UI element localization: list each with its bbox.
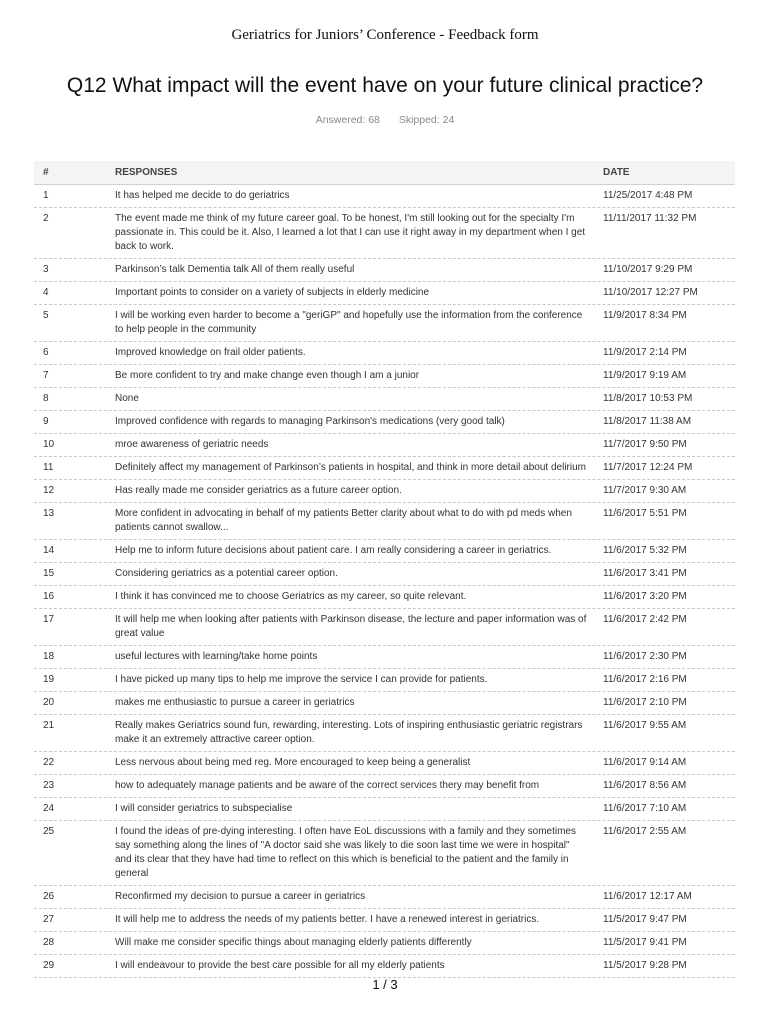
row-response: I found the ideas of pre-dying interesting. I often have EoL discussions with a family and they sometimes say something along the lines of "A doctor said she was likely to die soon last time we were in hospital" and its clear that they have had time to reflect on this which is beneficial to the patient and the family in general [115,826,576,879]
table-header [34,161,735,185]
row-date: 11/6/2017 12:17 AM [603,891,692,902]
row-response: None [115,393,139,404]
row-response: I have picked up many tips to help me improve the service I can provide for patients. [115,674,488,685]
table-row [34,305,735,342]
row-response: I will be working even harder to become a "geriGP" and hopefully use the information from the conference to help people in the community [115,310,583,335]
row-response: I will consider geriatrics to subspecialise [115,803,293,814]
row-date: 11/6/2017 9:55 AM [603,720,687,731]
row-date: 11/6/2017 3:20 PM [603,591,687,602]
table-row [34,540,735,563]
row-date: 11/9/2017 8:34 PM [603,310,687,321]
row-number: 26 [43,891,55,902]
row-response: Help me to inform future decisions about patient care. I am really considering a career in geriatrics. [115,545,552,556]
table-row [34,411,735,434]
table-row [34,282,735,305]
row-date: 11/10/2017 12:27 PM [603,287,698,298]
row-number: 10 [43,439,55,450]
table-row [34,955,735,978]
row-number: 14 [43,545,55,556]
question-title: Q12 What impact will the event have on your future clinical practice? [66,74,704,97]
table-body [34,185,735,978]
table-row [34,365,735,388]
table-row [34,434,735,457]
row-date: 11/7/2017 9:50 PM [603,439,687,450]
row-number: 9 [43,416,49,427]
row-response: Be more confident to try and make change even though I am a junior [115,370,420,381]
row-number: 25 [43,826,55,837]
row-response: The event made me think of my future career goal. To be honest, I'm still looking out for the specialty I'm passionate in. This could be it. Also, I learned a lot that I can use it right away in my department when I get back to work. [115,213,586,252]
row-response: Improved knowledge on frail older patients. [115,347,306,358]
row-number: 13 [43,508,55,519]
row-number: 12 [43,485,55,496]
row-number: 17 [43,614,55,625]
row-number: 6 [43,347,49,358]
row-number: 4 [43,287,49,298]
row-response: Important points to consider on a variety of subjects in elderly medicine [115,287,430,298]
row-date: 11/6/2017 9:14 AM [603,757,687,768]
row-number: 16 [43,591,55,602]
row-response: Considering geriatrics as a potential career option. [115,568,338,579]
table-row [34,609,735,646]
column-header-number: # [43,167,49,178]
row-response: More confident in advocating in behalf of my patients Better clarity about what to do with pd meds when patients cannot swallow... [115,508,572,533]
row-number: 29 [43,960,55,971]
table-row [34,503,735,540]
row-number: 20 [43,697,55,708]
table-row [34,646,735,669]
table-row [34,563,735,586]
table-row [34,909,735,932]
row-date: 11/6/2017 2:10 PM [603,697,687,708]
row-date: 11/8/2017 11:38 AM [603,416,692,427]
row-date: 11/9/2017 9:19 AM [603,370,687,381]
row-response: I think it has convinced me to choose Geriatrics as my career, so quite relevant. [115,591,467,602]
row-date: 11/10/2017 9:29 PM [603,264,693,275]
row-date: 11/5/2017 9:47 PM [603,914,687,925]
row-number: 15 [43,568,55,579]
row-number: 28 [43,937,55,948]
row-date: 11/7/2017 12:24 PM [603,462,693,473]
row-number: 18 [43,651,55,662]
row-date: 11/6/2017 8:56 AM [603,780,687,791]
row-date: 11/5/2017 9:41 PM [603,937,687,948]
row-number: 7 [43,370,49,381]
row-response: Has really made me consider geriatrics as a future career option. [115,485,402,496]
row-response: Really makes Geriatrics sound fun, rewarding, interesting. Lots of inspiring enthusiastic geriatric registrars make it an extremely attractive career option. [115,720,583,745]
row-number: 5 [43,310,49,321]
row-response: I will endeavour to provide the best care possible for all my elderly patients [115,960,445,971]
table-row [34,752,735,775]
row-response: useful lectures with learning/take home points [115,651,318,662]
table-row [34,208,735,259]
row-response: It will help me when looking after patients with Parkinson disease, the lecture and paper information was of great value [115,614,587,639]
page-number: 1 / 3 [372,977,398,992]
table-row [34,932,735,955]
table-row [34,692,735,715]
row-number: 3 [43,264,49,275]
row-number: 21 [43,720,55,731]
row-date: 11/6/2017 3:41 PM [603,568,687,579]
row-number: 23 [43,780,55,791]
table-row [34,480,735,503]
table-row [34,586,735,609]
row-date: 11/6/2017 5:32 PM [603,545,687,556]
table-row [34,342,735,365]
column-header-date: DATE [603,167,630,178]
table-row [34,821,735,886]
row-date: 11/6/2017 7:10 AM [603,803,687,814]
row-number: 27 [43,914,55,925]
row-response: Definitely affect my management of Parkinson’s patients in hospital, and think in more detail about delirium [115,462,586,473]
table-row [34,669,735,692]
row-response: how to adequately manage patients and be aware of the correct services thery may benefit from [115,780,540,791]
column-header-responses: RESPONSES [115,167,178,178]
row-response: mroe awareness of geriatric needs [115,439,269,450]
responses-table [34,161,735,978]
row-date: 11/8/2017 10:53 PM [603,393,693,404]
row-number: 19 [43,674,55,685]
row-response: Improved confidence with regards to managing Parkinson's medications (very good talk) [115,416,505,427]
table-row [34,798,735,821]
document-title: Geriatrics for Juniors’ Conference - Feedback form [231,27,539,43]
table-row [34,715,735,752]
table-row [34,457,735,480]
response-stats [0,114,770,126]
row-response: makes me enthusiastic to pursue a career in geriatrics [115,697,355,708]
row-number: 8 [43,393,49,404]
row-number: 24 [43,803,55,814]
row-date: 11/11/2017 11:32 PM [603,213,697,224]
row-date: 11/5/2017 9:28 PM [603,960,687,971]
table-row [34,259,735,282]
row-date: 11/6/2017 2:42 PM [603,614,687,625]
row-date: 11/7/2017 9:30 AM [603,485,687,496]
row-date: 11/6/2017 2:55 AM [603,826,687,837]
row-response: Less nervous about being med reg. More encouraged to keep being a generalist [115,757,471,768]
skipped-count: Skipped: 24 [398,114,455,126]
row-response: Will make me consider specific things about managing elderly patients differently [115,937,472,948]
row-date: 11/6/2017 2:30 PM [603,651,687,662]
answered-count: Answered: 68 [315,114,380,126]
row-date: 11/9/2017 2:14 PM [603,347,687,358]
row-date: 11/25/2017 4:48 PM [603,190,693,201]
table-row [34,388,735,411]
row-date: 11/6/2017 2:16 PM [603,674,687,685]
table-row [34,185,735,208]
row-number: 11 [43,462,54,473]
row-response: It has helped me decide to do geriatrics [115,190,290,201]
row-number: 22 [43,757,55,768]
row-response: Reconfirmed my decision to pursue a career in geriatrics [115,891,366,902]
table-row [34,775,735,798]
row-number: 1 [43,190,49,201]
row-number: 2 [43,213,49,224]
row-response: It will help me to address the needs of my patients better. I have a renewed interest in geriatrics. [115,914,540,925]
table-row [34,886,735,909]
row-response: Parkinson’s talk Dementia talk All of them really useful [115,264,355,275]
row-date: 11/6/2017 5:51 PM [603,508,687,519]
